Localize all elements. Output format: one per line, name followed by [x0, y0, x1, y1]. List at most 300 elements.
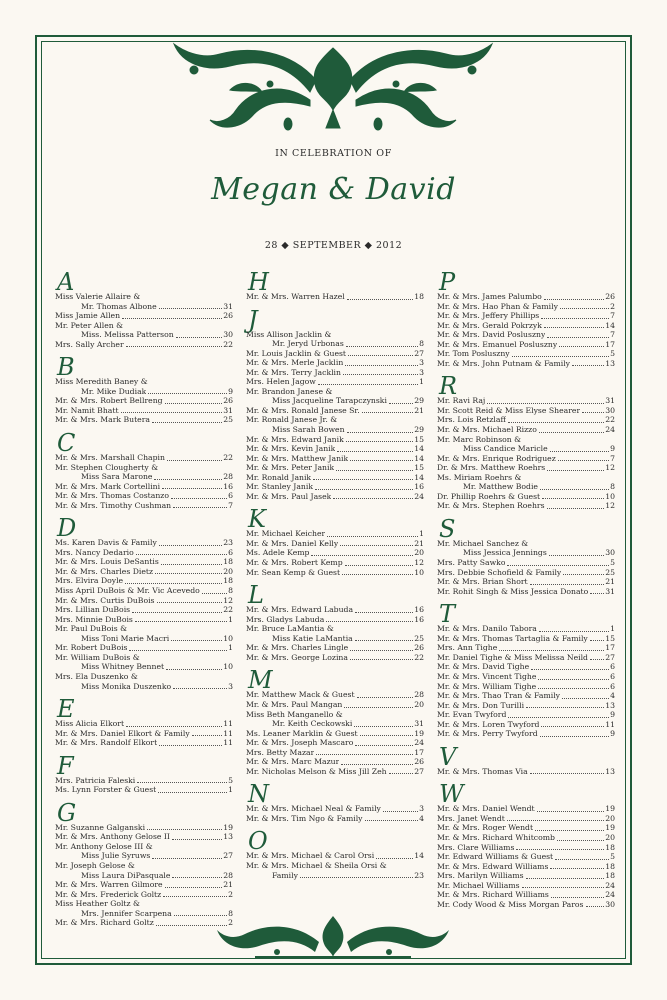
section-letter: K — [248, 505, 266, 534]
guest-name: Mrs. Betty Mazar — [246, 747, 315, 757]
dot-leader — [355, 612, 413, 613]
guest-name: Mr. & Mrs. Peter Janik — [246, 463, 335, 473]
dot-leader — [538, 688, 609, 689]
guest-name: Mrs. Marilyn Williams — [437, 871, 524, 881]
guest-row — [55, 880, 233, 890]
section-letter: E — [57, 695, 75, 724]
table-number: 19 — [605, 804, 615, 814]
dot-leader — [344, 707, 413, 708]
guest-name: Mr. & Mrs. Mark Butera — [55, 415, 150, 425]
dot-leader — [557, 840, 604, 841]
dot-leader — [357, 697, 414, 698]
guest-name: Miss Heather Goltz & — [55, 899, 140, 909]
guest-name: Mrs. Janet Wendt — [437, 813, 505, 823]
dot-leader — [508, 422, 604, 423]
guest-row — [437, 634, 615, 644]
guest-row — [246, 482, 424, 492]
table-number: 11 — [223, 738, 233, 748]
guest-name: Mr. & Mrs. Jeffery Phillips — [437, 311, 540, 321]
table-number: 1 — [228, 614, 233, 624]
guest-row — [437, 292, 615, 302]
guest-name: Mr. Stephen Clougherty & — [55, 462, 159, 472]
section-letter: F — [57, 751, 74, 780]
dot-leader — [152, 858, 222, 859]
dot-leader — [537, 811, 605, 812]
guest-name: Mr. Jeryd Urbonas — [272, 339, 344, 349]
guest-name: Mr. & Mrs. Kevin Janik — [246, 444, 336, 454]
guest-row — [246, 738, 424, 748]
guest-name: Mr. & Mrs. Hao Phan & Family — [437, 301, 558, 311]
guest-row — [246, 558, 424, 568]
guest-name: Mr. Marc Robinson & — [437, 434, 522, 444]
dot-leader — [337, 451, 413, 452]
dot-leader — [346, 441, 413, 442]
table-number: 9 — [610, 710, 615, 720]
guest-name: Mr. Tom Posluszny — [437, 349, 510, 359]
letter-group — [437, 600, 615, 739]
guest-row — [437, 729, 615, 739]
guest-row — [437, 881, 615, 891]
couple-names: Megan & David — [211, 172, 456, 207]
dot-leader — [327, 536, 418, 537]
dot-leader — [300, 877, 413, 878]
letter-group — [246, 827, 424, 880]
guest-name: Mr. Peter Allen & — [55, 320, 123, 330]
dot-leader — [121, 412, 223, 413]
guest-row — [437, 900, 615, 910]
guest-row — [55, 909, 233, 919]
table-number: 14 — [605, 320, 615, 330]
guest-name: Mr. Keith Ceckowski — [272, 719, 353, 729]
guest-row — [437, 558, 615, 568]
guest-row — [437, 843, 615, 853]
guest-name: Mr. Rohit Singh & Miss Jessica Donato — [437, 586, 589, 596]
dot-leader — [350, 659, 413, 660]
table-number: 30 — [605, 405, 615, 415]
table-number: 26 — [223, 396, 233, 406]
table-number: 20 — [414, 548, 424, 558]
dot-leader — [313, 479, 413, 480]
dot-leader — [346, 346, 418, 347]
guest-name: Mrs. Patty Sawko — [437, 558, 506, 568]
dot-leader — [590, 640, 604, 641]
dot-leader — [539, 631, 609, 632]
dot-leader — [326, 621, 413, 622]
guest-row — [246, 339, 424, 349]
dot-leader — [345, 365, 418, 366]
guest-name: Mr. & Mrs. Frederick Goltz — [55, 889, 162, 899]
dot-leader — [540, 736, 609, 737]
guest-row — [246, 454, 424, 464]
guest-row — [437, 311, 615, 321]
table-number: 24 — [414, 738, 424, 748]
guest-row — [55, 586, 233, 596]
guest-name: Mr. & Mrs. William Tighe — [437, 681, 537, 691]
guest-name: Mr. & Mrs. Merle Jacklin — [246, 358, 344, 368]
guest-row — [246, 568, 424, 578]
guest-row — [437, 415, 615, 425]
table-number: 10 — [605, 491, 615, 501]
guest-row — [55, 634, 233, 644]
guest-row — [437, 463, 615, 473]
table-number: 21 — [414, 405, 424, 415]
dot-leader — [542, 498, 604, 499]
guest-name: Mr. & Mrs. Thomas Via — [437, 766, 528, 776]
section-letter: R — [439, 372, 458, 401]
dot-leader — [172, 839, 222, 840]
table-number: 4 — [610, 691, 615, 701]
dot-leader — [347, 299, 413, 300]
guest-row — [437, 330, 615, 340]
dot-leader — [165, 887, 223, 888]
guest-row — [55, 482, 233, 492]
table-number: 9 — [610, 444, 615, 454]
guest-name: Mrs. Nancy Dedario — [55, 547, 134, 557]
guest-row — [246, 814, 424, 824]
table-number: 6 — [610, 671, 615, 681]
guest-row — [437, 624, 615, 634]
guest-row — [437, 710, 615, 720]
guest-row — [55, 415, 233, 425]
dot-leader — [547, 470, 604, 471]
guest-row — [55, 785, 233, 795]
guest-name: Mr. & Mrs. Daniel Wendt — [437, 804, 535, 814]
guest-name: Mr. Matthew Mack & Guest — [246, 690, 355, 700]
section-letter: H — [248, 268, 269, 296]
dot-leader — [558, 460, 609, 461]
dot-leader — [516, 849, 604, 850]
guest-row — [437, 548, 615, 558]
guest-name: Mr. Michael Keicher — [246, 529, 326, 539]
guest-name: Mr. Louis Jacklin & Guest — [246, 348, 347, 358]
letter-group — [55, 514, 233, 691]
guest-name: Mr. & Mrs. Paul Jasek — [246, 491, 332, 501]
dot-leader — [540, 489, 609, 490]
guest-name: Mr. & Mrs. Edward Williams — [437, 861, 549, 871]
dot-leader — [167, 460, 222, 461]
section-letter: A — [57, 268, 75, 296]
guest-row — [55, 662, 233, 672]
table-number: 16 — [414, 482, 424, 492]
guest-row — [55, 719, 233, 729]
guest-row — [55, 729, 233, 739]
guest-row — [437, 396, 615, 406]
dot-leader — [176, 337, 223, 338]
guest-row — [437, 568, 615, 578]
guest-row — [55, 918, 233, 928]
table-number: 9 — [610, 729, 615, 739]
letter-group — [55, 695, 233, 748]
guest-name: Mr. Ronald Janik — [246, 472, 312, 482]
guest-row — [437, 587, 615, 597]
guest-name: Mr. Ravi Raj — [437, 396, 486, 406]
guest-row — [437, 682, 615, 692]
guest-name: Mr. Scott Reid & Miss Elyse Shearer — [437, 405, 581, 415]
table-number: 18 — [605, 871, 615, 881]
table-number: 14 — [414, 453, 424, 463]
guest-name: Mr. & Mrs. George Lozina — [246, 652, 348, 662]
guest-name: Dr. Phillip Roehrs & Guest — [437, 491, 541, 501]
guest-name: Mrs. Clare Williams — [437, 842, 515, 852]
dot-leader — [342, 574, 413, 575]
guest-name: Mr. & Mrs. Michael & Carol Orsi — [246, 851, 375, 861]
table-number: 13 — [223, 832, 233, 842]
table-number: 8 — [419, 339, 424, 349]
dot-leader — [162, 488, 222, 489]
guest-row — [437, 720, 615, 730]
dot-leader — [137, 782, 227, 783]
table-number: 31 — [605, 396, 615, 406]
guest-name: Mr. & Mrs. Warren Gilmore — [55, 880, 163, 890]
guest-name: Mrs. Sally Archer — [55, 339, 124, 349]
guest-row — [437, 662, 615, 672]
guest-name: Miss Valerie Allaire & — [55, 292, 141, 301]
table-number: 3 — [419, 804, 424, 814]
guest-row — [55, 576, 233, 586]
dot-leader — [499, 650, 604, 651]
guest-name: Mrs. Gladys Labuda — [246, 614, 325, 624]
guest-name: Mr. & Mrs. Robert Bellreng — [55, 396, 163, 406]
guest-name: Mr. & Mrs. Roger Wendt — [437, 823, 534, 833]
guest-name: Miss Allison Jacklin & — [246, 329, 332, 339]
dot-leader — [192, 735, 223, 736]
table-number: 19 — [605, 823, 615, 833]
dot-leader — [538, 679, 609, 680]
guest-name: Mrs. Elvira Doyle — [55, 576, 124, 586]
table-number: 26 — [223, 311, 233, 321]
table-number: 16 — [223, 481, 233, 491]
table-number: 31 — [414, 719, 424, 729]
table-number: 23 — [223, 538, 233, 548]
guest-row — [437, 653, 615, 663]
dot-leader — [161, 564, 222, 565]
table-number: 15 — [414, 434, 424, 444]
guest-row — [246, 871, 424, 881]
guest-name: Mr. & Mrs. Edward Labuda — [246, 605, 354, 615]
table-number: 2 — [610, 301, 615, 311]
guest-row — [55, 842, 233, 852]
dot-leader — [555, 859, 609, 860]
table-number: 24 — [605, 880, 615, 890]
table-number: 27 — [414, 348, 424, 358]
dot-leader — [125, 583, 222, 584]
table-number: 14 — [414, 472, 424, 482]
guest-row — [437, 406, 615, 416]
dot-leader — [126, 726, 222, 727]
dot-leader — [563, 574, 604, 575]
section-letter: D — [57, 514, 77, 543]
guest-row — [55, 624, 233, 634]
table-number: 31 — [223, 405, 233, 415]
guest-name: Mr. & Mrs. Marc Mazur — [246, 757, 340, 767]
guest-row — [246, 492, 424, 502]
table-number: 17 — [605, 643, 615, 653]
guest-name: Mr. Sean Kemp & Guest — [246, 567, 341, 577]
guest-row — [437, 804, 615, 814]
dot-leader — [507, 565, 609, 566]
table-number: 13 — [605, 358, 615, 368]
table-number: 22 — [605, 415, 615, 425]
table-number: 18 — [223, 557, 233, 567]
guest-row — [437, 833, 615, 843]
guest-name: Mrs. Debbie Schofield & Family — [437, 567, 562, 577]
dot-leader — [345, 565, 414, 566]
dot-leader — [158, 792, 227, 793]
table-number: 6 — [610, 662, 615, 672]
dot-leader — [590, 593, 604, 594]
guest-name: Mr. & Mrs. David Posluszny — [437, 330, 546, 340]
table-number: 13 — [605, 700, 615, 710]
event-date: 28 ◆ SEPTEMBER ◆ 2012 — [264, 240, 403, 251]
table-number: 18 — [414, 292, 424, 301]
guest-row — [246, 700, 424, 710]
guest-name: Miss April DuBois & Mr. Vic Acevedo — [55, 586, 200, 596]
dot-leader — [147, 829, 222, 830]
letter-group — [437, 780, 615, 909]
guest-name: Miss Jamie Allen — [55, 311, 121, 321]
guest-row — [246, 406, 424, 416]
dot-leader — [550, 451, 609, 452]
guest-row — [246, 444, 424, 454]
guest-name: Mr. Joseph Gelose & — [55, 860, 135, 870]
guest-row — [55, 406, 233, 416]
table-number: 7 — [610, 311, 615, 321]
guest-name: Miss Beth Manganello & — [246, 709, 343, 719]
dot-leader — [126, 346, 223, 347]
table-number: 20 — [414, 699, 424, 709]
table-number: 27 — [223, 851, 233, 861]
guest-row — [246, 605, 424, 615]
table-number: 2 — [228, 918, 233, 928]
table-number: 21 — [223, 880, 233, 890]
dot-leader — [152, 422, 222, 423]
guest-name: Mr. & Mrs. Richard Goltz — [55, 918, 154, 928]
dot-leader — [202, 593, 227, 594]
guest-name: Mr. & Mrs. Brian Short — [437, 577, 528, 587]
guest-name: Miss Sarah Bowen — [272, 425, 345, 435]
guest-name: Mrs. Lois Retzlaff — [437, 415, 506, 425]
guest-row — [437, 435, 615, 445]
guest-row — [437, 321, 615, 331]
table-number: 26 — [414, 643, 424, 653]
dot-leader — [547, 508, 605, 509]
dot-leader — [173, 507, 227, 508]
table-number: 1 — [610, 624, 615, 634]
guest-name: Mr. & Mrs. Robert Kemp — [246, 558, 343, 568]
table-number: 17 — [414, 747, 424, 757]
guest-name: Mr. Bruce LaMantia & — [246, 624, 334, 634]
guest-row — [437, 701, 615, 711]
guest-row — [55, 890, 233, 900]
dot-leader — [333, 498, 413, 499]
dot-leader — [389, 773, 414, 774]
table-number: 5 — [610, 852, 615, 862]
guest-row — [55, 340, 233, 350]
table-number: 21 — [605, 577, 615, 587]
guest-row — [55, 491, 233, 501]
guest-name: Mr. & Mrs. Daniel Elkort & Family — [55, 728, 190, 738]
table-number: 28 — [414, 690, 424, 700]
guest-name: Miss Monika Duszenko — [81, 681, 172, 691]
guest-name: Mr. & Mrs. Louis DeSantis — [55, 557, 159, 567]
guest-name: Mr. & Mrs. Terry Jacklin — [246, 367, 341, 377]
guest-name: Mr. & Mrs. Thomas Costanzo — [55, 491, 169, 501]
guest-row — [55, 501, 233, 511]
dot-leader — [582, 412, 604, 413]
dot-leader — [336, 470, 413, 471]
guest-row — [437, 444, 615, 454]
guest-name: Mr. & Mrs. Charles Dietz — [55, 566, 154, 576]
section-letter: S — [439, 514, 456, 543]
table-number: 3 — [228, 681, 233, 691]
guest-row — [246, 368, 424, 378]
dot-leader — [348, 355, 413, 356]
table-number: 16 — [414, 614, 424, 624]
table-number: 24 — [605, 890, 615, 900]
table-number: 14 — [414, 851, 424, 861]
table-number: 29 — [414, 396, 424, 406]
dot-leader — [544, 327, 604, 328]
dot-leader — [341, 764, 413, 765]
letter-group — [246, 305, 424, 502]
guest-name: Mrs. Helen Jagow — [246, 377, 316, 387]
table-number: 7 — [610, 330, 615, 340]
dot-leader — [539, 432, 604, 433]
guest-name: Family — [272, 870, 298, 880]
table-number: 10 — [223, 633, 233, 643]
guest-name: Mr. & Mrs. Tim Ngo & Family — [246, 813, 363, 823]
guest-row — [437, 852, 615, 862]
dot-leader — [549, 555, 604, 556]
dot-leader — [530, 773, 605, 774]
table-number: 31 — [223, 301, 233, 311]
dot-leader — [165, 403, 223, 404]
dot-leader — [157, 602, 223, 603]
table-number: 10 — [414, 567, 424, 577]
guest-name: Mr. Brandon Janese & — [246, 386, 333, 396]
letter-group — [437, 372, 615, 511]
guest-row — [437, 425, 615, 435]
section-letter: M — [248, 666, 273, 695]
table-number: 15 — [605, 633, 615, 643]
dot-leader — [129, 650, 227, 651]
guest-name: Mr. Paul DuBois & — [55, 624, 127, 634]
guest-row — [246, 529, 424, 539]
guest-name: Mr. & Mrs. Thomas Tartaglia & Family — [437, 633, 588, 643]
guest-row — [55, 377, 233, 387]
dot-leader — [316, 754, 413, 755]
guest-row — [246, 435, 424, 445]
guest-name: Mr. Matthew Bodie — [463, 482, 538, 492]
guest-name: Mr. Stanley Janik — [246, 482, 314, 492]
section-letter: N — [248, 780, 269, 809]
dot-leader — [507, 820, 604, 821]
guest-row — [437, 890, 615, 900]
guest-name: Ms. Adele Kemp — [246, 548, 310, 558]
guest-name: Mrs. Minnie DuBois — [55, 614, 133, 624]
guest-row — [246, 473, 424, 483]
guest-row — [437, 823, 615, 833]
table-number: 19 — [223, 822, 233, 832]
guest-row — [246, 767, 424, 777]
dot-leader — [541, 318, 609, 319]
table-number: 22 — [223, 605, 233, 615]
dot-leader — [526, 878, 605, 879]
dot-leader — [159, 745, 222, 746]
guest-name: Mr. Daniel Tighe & Miss Melissa Neild — [437, 652, 588, 662]
guest-name: Mr. & Mrs. Marshall Chapin — [55, 453, 165, 463]
guest-name: Miss Jacqueline Tarapczynski — [272, 396, 387, 406]
